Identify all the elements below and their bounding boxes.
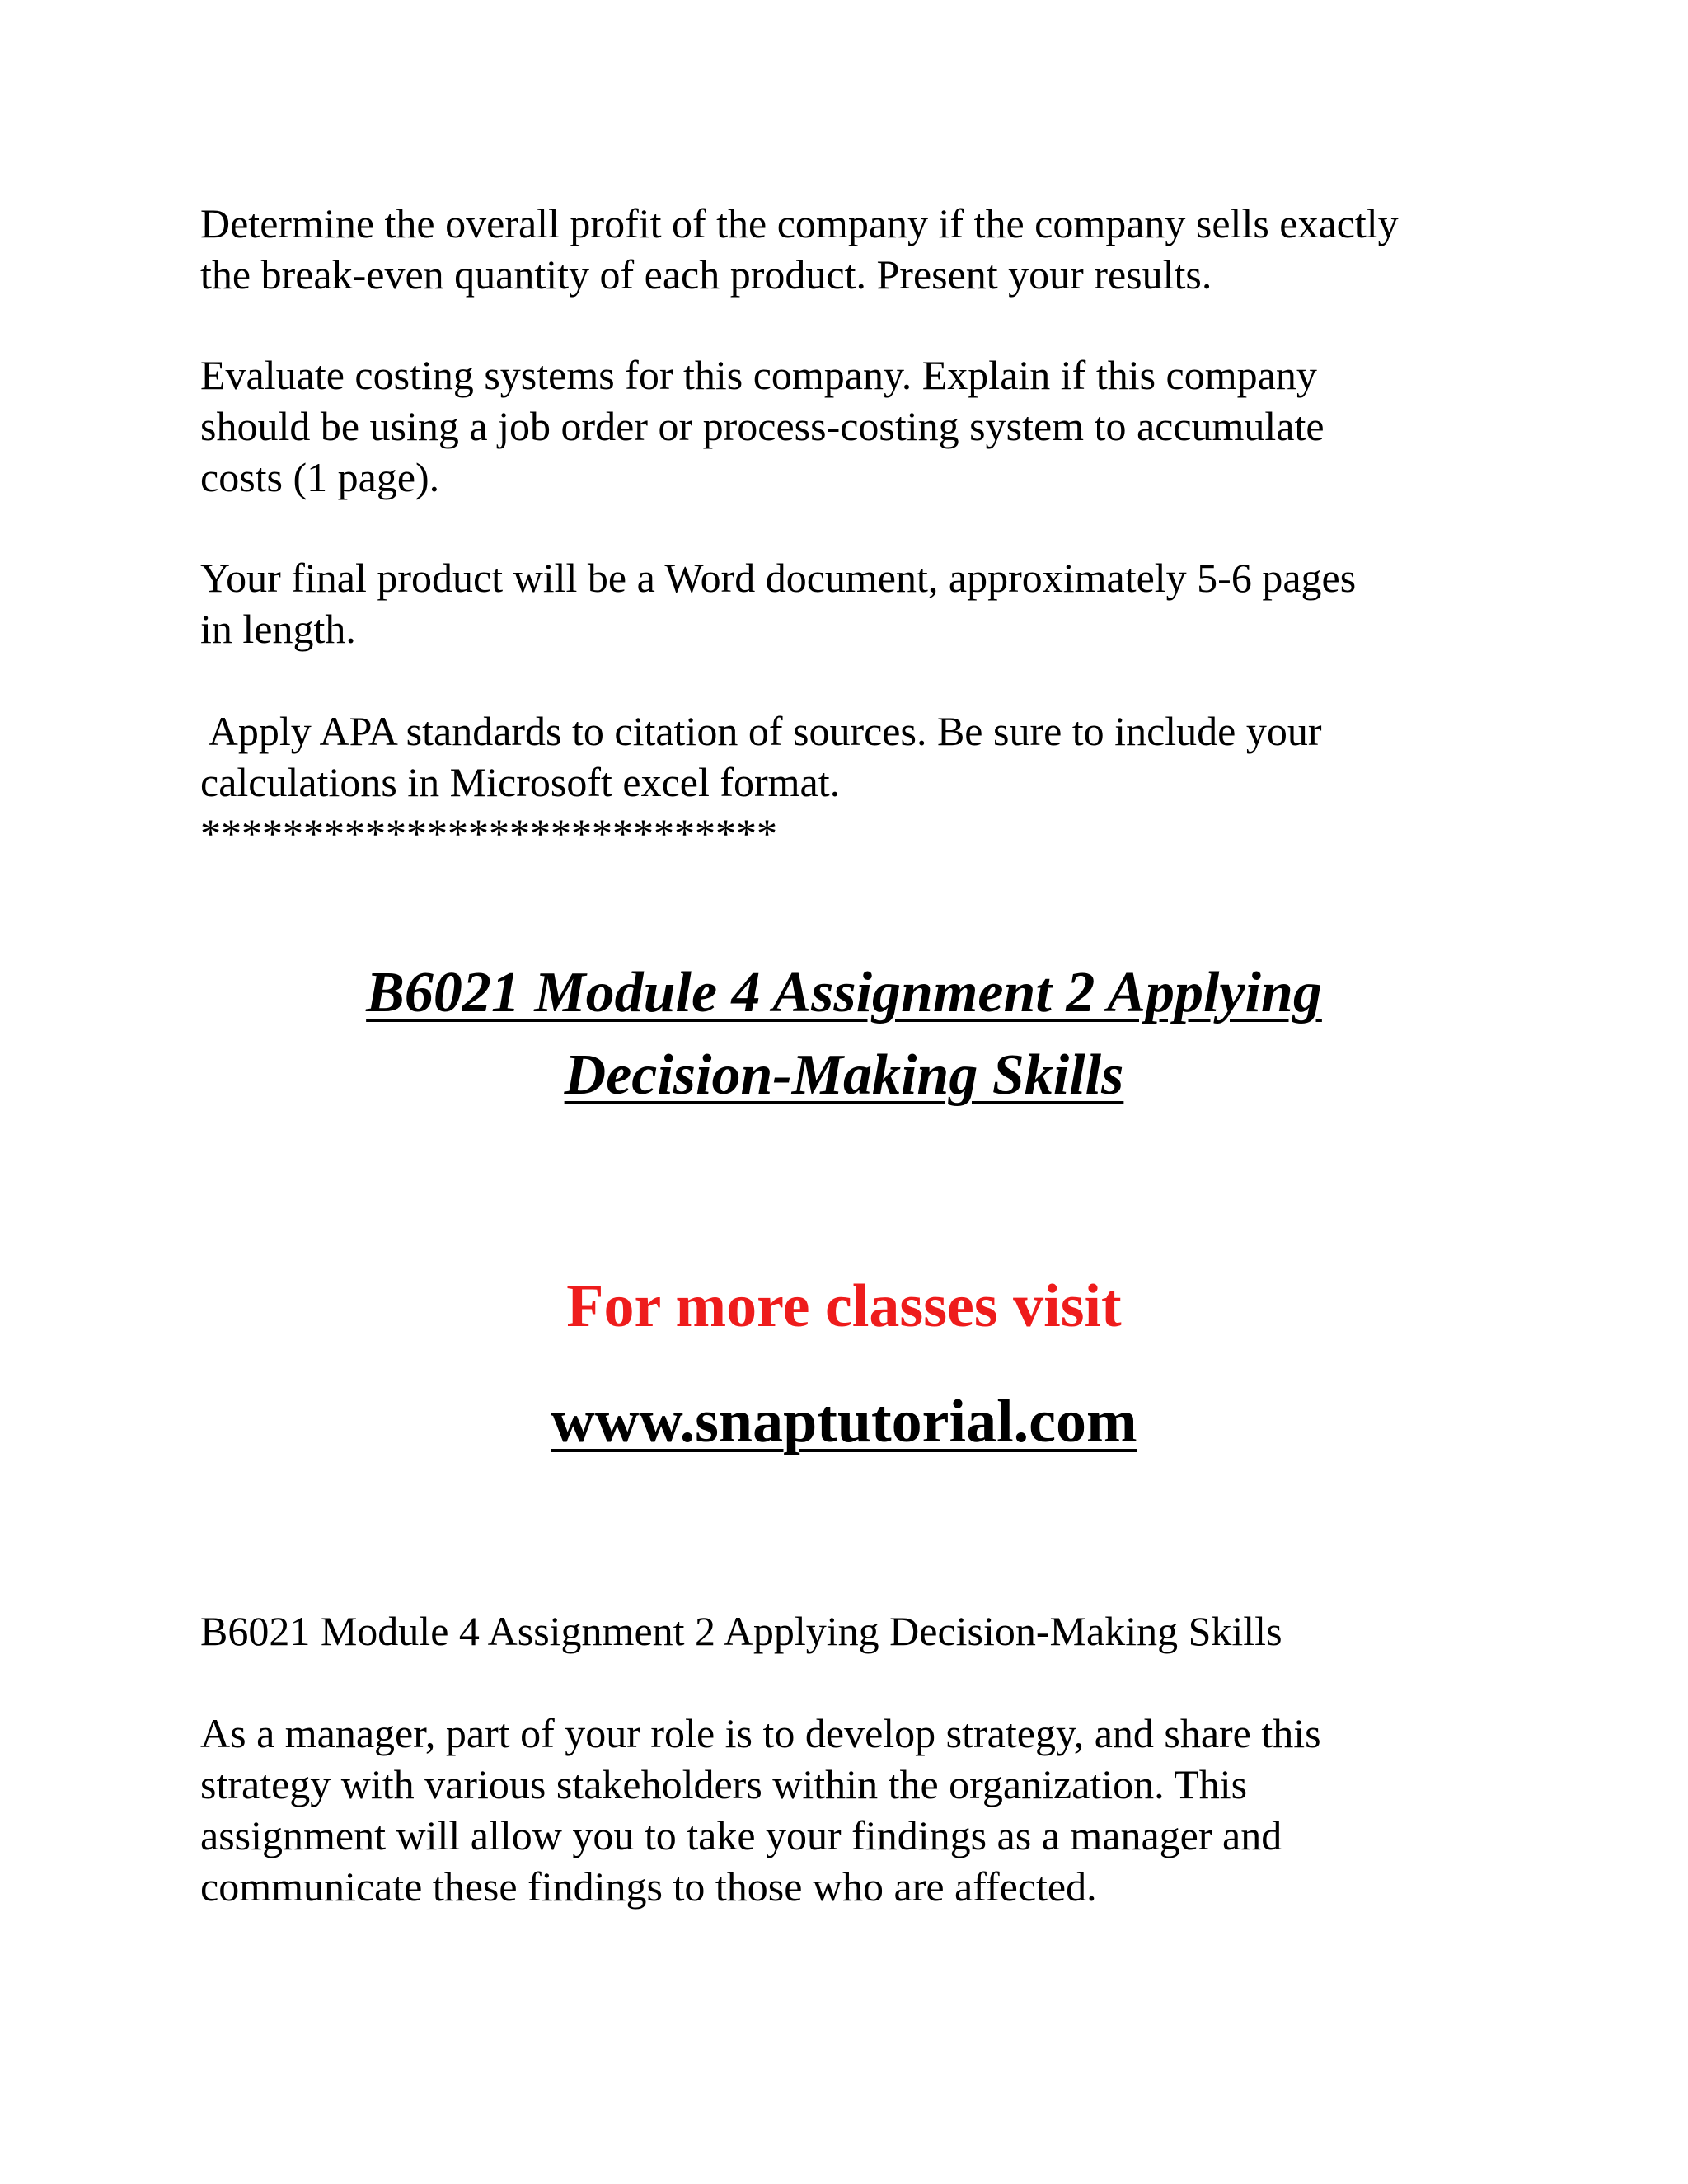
text-line: As a manager, part of your role is to develop strategy, and share this: [200, 1710, 1321, 1756]
text-line: communicate these findings to those who are affected.: [200, 1863, 1097, 1910]
paragraph-final-product: [200, 552, 1519, 654]
text-line: should be using a job order or process-costing system to accumulate: [200, 403, 1325, 449]
website-link[interactable]: www.snaptutorial.com: [551, 1388, 1137, 1455]
text-line: B6021 Module 4 Assignment 2 Applying Decision-Making Skills: [200, 1608, 1282, 1654]
text-line: Your final product will be a Word document, approximately 5-6 pages: [200, 555, 1357, 601]
text-line: Determine the overall profit of the company if the company sells exactly: [200, 200, 1399, 246]
text-line: Evaluate costing systems for this company. Explain if this company: [200, 352, 1317, 398]
title-line: B6021 Module 4 Assignment 2 Applying: [366, 961, 1322, 1024]
text-line: costs (1 page).: [200, 454, 440, 500]
text-line: assignment will allow you to take your findings as a manager and: [200, 1812, 1282, 1858]
text-line: calculations in Microsoft excel format.: [200, 759, 841, 805]
paragraph-break-even: [200, 198, 1519, 300]
paragraph-apa-standards: [200, 705, 1519, 859]
text-line: in length.: [200, 606, 356, 652]
assignment-subtitle: [200, 1605, 1519, 1657]
text-line: Apply APA standards to citation of sources. Be sure to include your: [200, 708, 1322, 754]
text-line: the break-even quantity of each product. Present your results.: [200, 251, 1212, 298]
paragraph-manager-role: [200, 1708, 1519, 1912]
title-line: Decision-Making Skills: [564, 1043, 1124, 1107]
paragraph-costing-systems: [200, 349, 1519, 503]
promo-text: For more classes visit: [566, 1272, 1122, 1340]
separator-asterisks: ****************************: [200, 810, 777, 856]
assignment-title: [0, 952, 1688, 1117]
text-line: strategy with various stakeholders within the organization. This: [200, 1761, 1248, 1807]
